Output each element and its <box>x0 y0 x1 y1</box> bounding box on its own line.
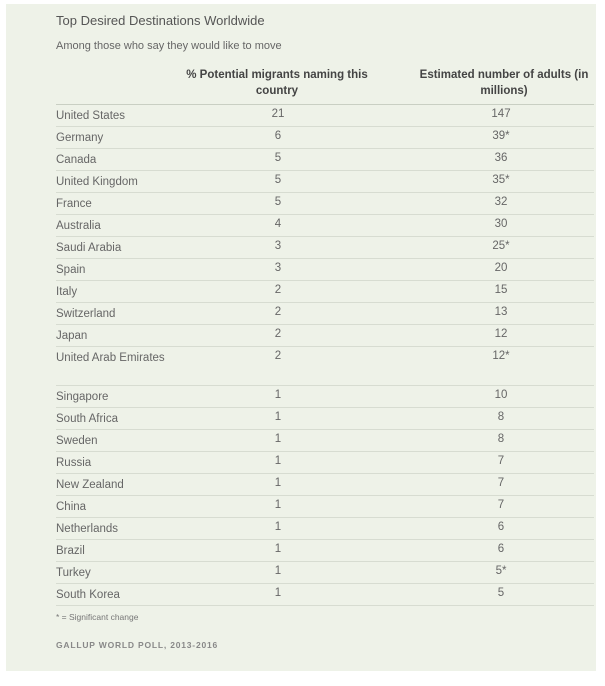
footnote: * = Significant change <box>56 612 139 622</box>
column-header-adults: Estimated number of adults (in millions) <box>419 69 589 97</box>
country-cell: Canada <box>56 154 97 166</box>
table-row <box>56 386 594 408</box>
adults-cell: 35* <box>492 174 510 186</box>
adults-cell: 36 <box>494 152 508 164</box>
adults-cell: 8 <box>497 433 505 445</box>
pct-cell: 1 <box>274 521 282 533</box>
country-cell: Russia <box>56 457 92 469</box>
table-row <box>56 193 594 215</box>
country-cell: United Kingdom <box>56 176 138 188</box>
adults-cell: 7 <box>497 477 505 489</box>
table-row <box>56 215 594 237</box>
pct-cell: 1 <box>274 565 282 577</box>
pct-cell: 2 <box>274 350 282 362</box>
table-row <box>56 496 594 518</box>
pct-cell: 1 <box>274 543 282 555</box>
country-cell: France <box>56 198 92 210</box>
adults-cell: 147 <box>491 108 511 120</box>
source-note: GALLUP WORLD POLL, 2013-2016 <box>56 640 219 650</box>
pct-cell: 4 <box>274 218 282 230</box>
adults-cell: 10 <box>494 389 508 401</box>
adults-cell: 6 <box>497 521 505 533</box>
adults-cell: 12 <box>494 328 508 340</box>
pct-cell: 3 <box>274 262 282 274</box>
pct-cell: 2 <box>274 328 282 340</box>
table-row <box>56 127 594 149</box>
country-cell: Brazil <box>56 545 85 557</box>
table-row <box>56 105 594 127</box>
country-cell: Netherlands <box>56 523 119 535</box>
country-cell: Australia <box>56 220 101 232</box>
table-row <box>56 408 594 430</box>
pct-cell: 3 <box>274 240 282 252</box>
table-row <box>56 237 594 259</box>
country-cell: Sweden <box>56 435 98 447</box>
table-row <box>56 281 594 303</box>
adults-cell: 8 <box>497 411 505 423</box>
table-row <box>56 171 594 193</box>
table-row <box>56 347 594 386</box>
adults-cell: 13 <box>494 306 508 318</box>
country-cell: Turkey <box>56 567 91 579</box>
country-cell: Saudi Arabia <box>56 242 122 254</box>
pct-cell: 2 <box>274 306 282 318</box>
pct-cell: 6 <box>274 130 282 142</box>
adults-cell: 7 <box>497 499 505 511</box>
column-header-pct: % Potential migrants naming this country <box>186 69 368 97</box>
pct-cell: 5 <box>274 196 282 208</box>
country-cell: United Arab Emirates <box>56 352 165 364</box>
chart-panel <box>6 4 596 671</box>
adults-cell: 39* <box>492 130 510 142</box>
adults-cell: 30 <box>494 218 508 230</box>
pct-cell: 5 <box>274 174 282 186</box>
adults-cell: 32 <box>494 196 508 208</box>
pct-cell: 1 <box>274 411 282 423</box>
table-row <box>56 540 594 562</box>
adults-cell: 7 <box>497 455 505 467</box>
country-cell: Spain <box>56 264 86 276</box>
adults-cell: 25* <box>492 240 510 252</box>
adults-cell: 12* <box>492 350 510 362</box>
table-row <box>56 562 594 584</box>
pct-cell: 5 <box>274 152 282 164</box>
table-row <box>56 149 594 171</box>
table-row <box>56 325 594 347</box>
country-cell: Japan <box>56 330 88 342</box>
pct-cell: 1 <box>274 433 282 445</box>
table-row <box>56 430 594 452</box>
country-cell: South Korea <box>56 589 120 601</box>
pct-cell: 1 <box>274 389 282 401</box>
adults-cell: 5* <box>495 565 507 577</box>
table-body <box>56 105 594 606</box>
country-cell: Germany <box>56 132 104 144</box>
chart-subtitle: Among those who say they would like to move <box>56 40 282 52</box>
country-cell: Switzerland <box>56 308 116 320</box>
table-row <box>56 474 594 496</box>
adults-cell: 5 <box>497 587 505 599</box>
adults-cell: 15 <box>494 284 508 296</box>
pct-cell: 1 <box>274 499 282 511</box>
pct-cell: 2 <box>274 284 282 296</box>
pct-cell: 21 <box>271 108 285 120</box>
pct-cell: 1 <box>274 477 282 489</box>
table-row <box>56 518 594 540</box>
country-cell: South Africa <box>56 413 119 425</box>
table-row <box>56 584 594 606</box>
country-cell: Italy <box>56 286 78 298</box>
table-row <box>56 452 594 474</box>
country-cell: China <box>56 501 87 513</box>
country-cell: United States <box>56 110 126 122</box>
adults-cell: 20 <box>494 262 508 274</box>
chart-title: Top Desired Destinations Worldwide <box>56 13 265 28</box>
pct-cell: 1 <box>274 587 282 599</box>
table-row <box>56 259 594 281</box>
country-cell: Singapore <box>56 391 109 403</box>
pct-cell: 1 <box>274 455 282 467</box>
table-row <box>56 303 594 325</box>
country-cell: New Zealand <box>56 479 124 491</box>
adults-cell: 6 <box>497 543 505 555</box>
